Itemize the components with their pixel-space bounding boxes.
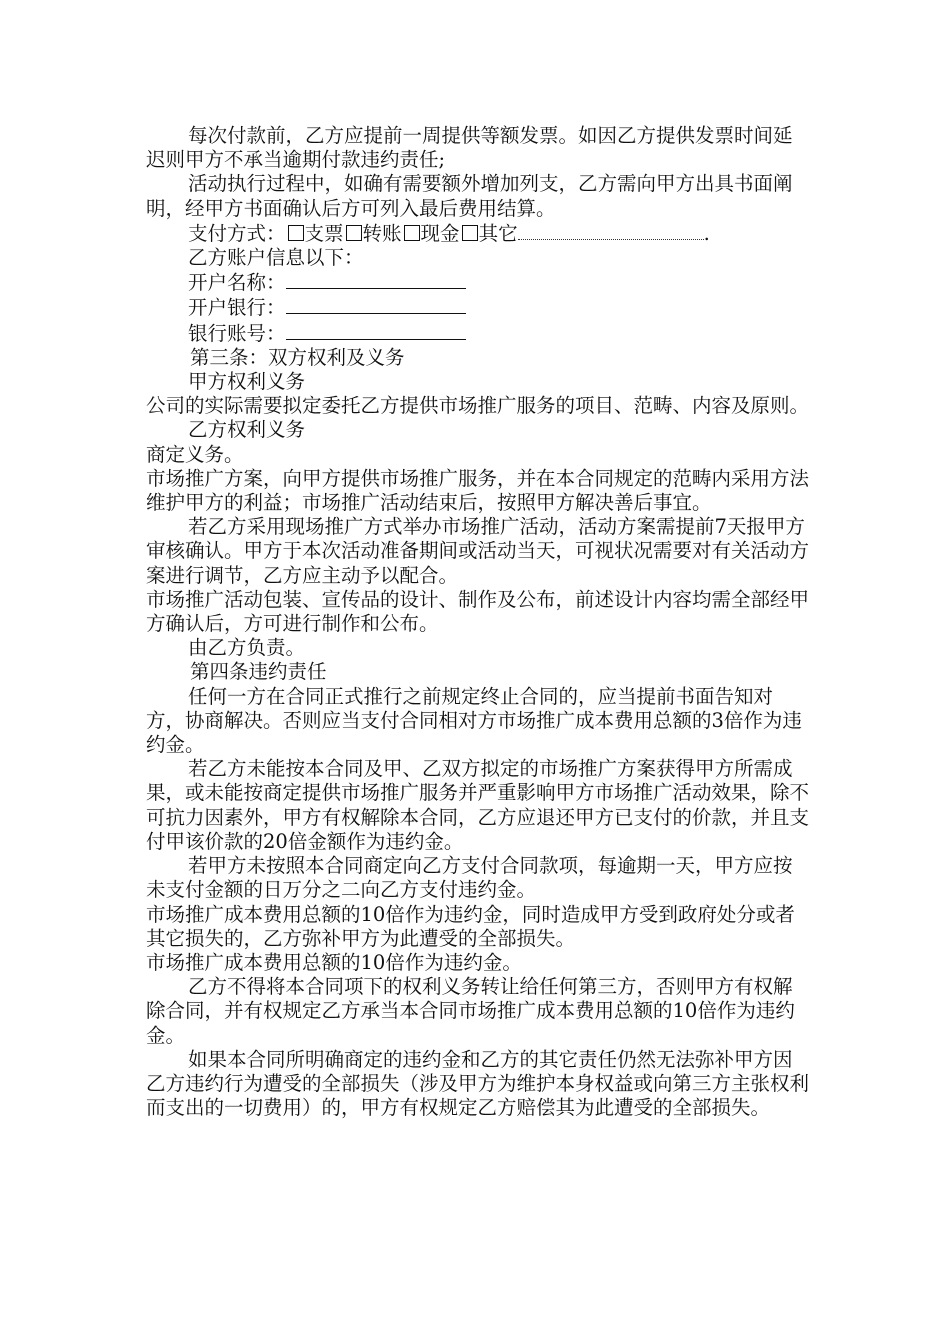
account-bank-line	[146, 295, 810, 320]
account-number-blank	[286, 321, 466, 340]
contract-page	[146, 124, 810, 1120]
account-name-label: 开户名称：	[188, 271, 286, 295]
extra-expense-paragraph: 活动执行过程中，如确有需要额外增加列支，乙方需向甲方出具书面阐明，经甲方书面确认后方可列入最后费用结算。	[146, 172, 793, 220]
article-4-heading: 第四条违约责任	[190, 660, 327, 684]
option-cheque: 支票	[304, 221, 344, 245]
account-bank-blank	[286, 295, 466, 314]
option-cash: 现金	[420, 221, 460, 245]
packaging-design-paragraph: 市场推广活动包装、宣传品的设计、制作及公布，前述设计内容均需全部经甲方确认后，方可进行制作和公布。	[146, 587, 810, 636]
article-3-heading: 第三条：双方权利及义务	[190, 345, 405, 369]
party-b-rights-heading: 乙方权利义务	[188, 418, 306, 442]
account-name-blank	[286, 270, 466, 289]
payment-method-label: 支付方式：	[188, 221, 286, 245]
checkbox-cheque[interactable]	[288, 225, 304, 241]
termination-paragraph: 任何一方在合同正式推行之前规定终止合同的，应当提前书面告知对方，协商解决。否则应当支付合同相对方市场推广成本费用总额的3倍作为违约金。	[146, 684, 802, 757]
period: .	[703, 221, 710, 245]
other-blank-line	[518, 221, 704, 240]
account-info-intro: 乙方账户信息以下：	[188, 246, 364, 270]
full-compensation-paragraph: 如果本合同所明确商定的违约金和乙方的其它责任仍然无法弥补甲方因乙方违约行为遭受的全部损失（涉及甲方为维护本身权益或向第三方主张权利而支出的一切费用）的，甲方有权规定乙方赔偿其为此遭受的全部损失。	[146, 1047, 810, 1120]
penalty-10x-government-paragraph: 市场推广成本费用总额的10倍作为违约金，同时造成甲方受到政府处分或者其它损失的，乙方弥补甲方为此遭受的全部损失。	[146, 902, 795, 950]
party-a-rights-paragraph: 公司的实际需要拟定委托乙方提供市场推广服务的项目、范畴、内容及原则。	[146, 394, 810, 418]
checkbox-transfer[interactable]	[346, 225, 362, 241]
option-other: 其它	[478, 221, 518, 245]
option-transfer: 转账	[362, 221, 402, 245]
party-b-breach-paragraph: 若乙方未能按本合同及甲、乙双方拟定的市场推广方案获得甲方所需成果，或未能按商定提供市场推广服务并严重影响甲方市场推广活动效果，除不可抗力因素外，甲方有权解除本合同，乙方应退还甲方已支付的价款，并且支付甲该价款的20倍金额作为违约金。	[146, 757, 810, 853]
account-bank-label: 开户银行：	[188, 296, 286, 320]
payment-method-line	[146, 221, 810, 246]
onsite-promotion-paragraph: 若乙方采用现场推广方式举办市场推广活动，活动方案需提前7天报甲方审核确认。甲方于本次活动准备期间或活动当天，可视状况需要对有关活动方案进行调节，乙方应主动予以配合。	[146, 515, 810, 587]
payment-invoice-paragraph: 每次付款前，乙方应提前一周提供等额发票。如因乙方提供发票时间延迟则甲方不承当逾期付款违约责任;	[146, 124, 793, 172]
checkbox-other[interactable]	[462, 225, 478, 241]
party-b-responsible-paragraph: 由乙方负责。	[188, 636, 306, 660]
party-a-rights-heading: 甲方权利义务	[188, 370, 306, 394]
checkbox-cash[interactable]	[404, 225, 420, 241]
account-number-line	[146, 321, 810, 346]
account-number-label: 银行账号：	[188, 321, 286, 345]
party-a-late-payment-paragraph: 若甲方未按照本合同商定向乙方支付合同款项，每逾期一天，甲方应按未支付金额的日万分之二向乙方支付违约金。	[146, 854, 793, 902]
agreed-obligations-paragraph: 商定义务。	[146, 442, 244, 466]
promotion-plan-paragraph: 市场推广方案，向甲方提供市场推广服务，并在本合同规定的范畴内采用方法维护甲方的利益；市场推广活动结束后，按照甲方解决善后事宜。	[146, 466, 810, 515]
no-transfer-paragraph: 乙方不得将本合同项下的权利义务转让给任何第三方，否则甲方有权解除合同，并有权规定乙方承当本合同市场推广成本费用总额的10倍作为违约金。	[146, 975, 795, 1047]
account-name-line	[146, 270, 810, 295]
penalty-10x-paragraph: 市场推广成本费用总额的10倍作为违约金。	[146, 950, 522, 974]
